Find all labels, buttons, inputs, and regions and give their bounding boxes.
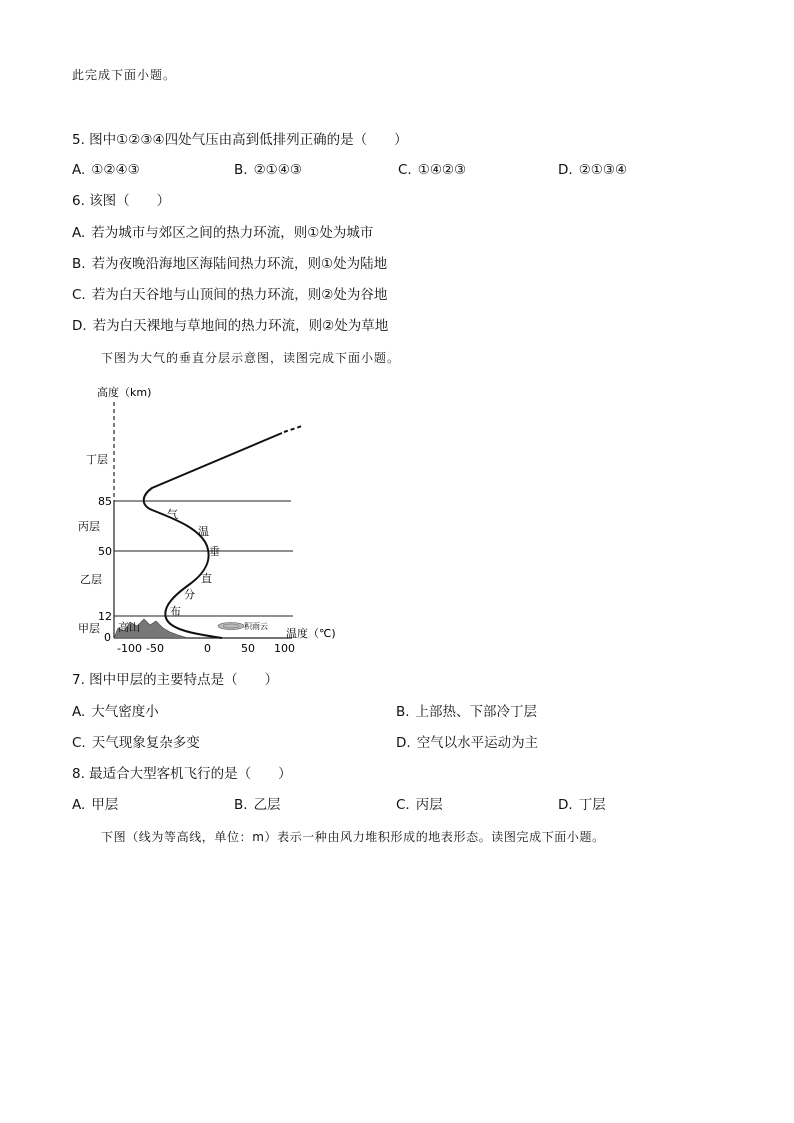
question-7-stem: 7. 图中甲层的主要特点是（ ） [72,672,279,688]
question-5-stem: 5. 图中①②③④四处气压由高到低排列正确的是（ ） [72,132,408,148]
option-text: 丁层 [578,797,606,813]
question-6-option-a[interactable] [72,224,373,242]
x-tick-0: 0 [204,642,211,655]
question-7-option-b[interactable] [396,703,537,721]
atmosphere-layer-diagram [0,370,794,660]
option-key: C. [72,287,86,303]
curve-label-char-5: 分 [184,588,195,601]
option-key: A. [72,797,86,813]
question-5-option-b[interactable] [234,161,302,179]
x-axis-title: 温度（℃) [286,627,336,640]
question-8-option-b[interactable] [234,796,281,814]
option-text: 若为白天谷地与山顶间的热力环流，则②处为谷地 [91,287,388,303]
layer-label-bing: 丙层 [78,520,100,533]
x-tick-50: 50 [241,642,255,655]
curve-label-char-1: 气 [167,508,178,521]
y-tick-50: 50 [98,545,112,558]
option-text: 乙层 [253,797,281,813]
next-intro-text: 下图（线为等高线，单位：m）表示一种由风力堆积形成的地表形态。读图完成下面小题。 [101,830,605,844]
option-text: 若为夜晚沿海地区海陆间热力环流，则①处为陆地 [91,256,388,272]
question-6-option-b[interactable] [72,255,387,273]
cloud-label: 积雨云 [244,622,268,631]
option-text: 大气密度小 [91,704,159,720]
option-text: 丙层 [415,797,443,813]
question-6-stem: 6. 该图（ ） [72,193,171,209]
question-8-stem: 8. 最适合大型客机飞行的是（ ） [72,766,292,782]
x-tick-neg50: -50 [146,642,164,655]
option-key: D. [72,318,87,334]
curve-label-char-6: 布 [170,605,181,618]
option-text: 天气现象复杂多变 [91,735,200,751]
option-text: ②①④③ [253,162,302,178]
curve-label-char-4: 直 [201,572,212,585]
option-key: D. [558,797,573,813]
option-text: ①④②③ [417,162,467,178]
layer-label-ding: 丁层 [86,453,108,466]
question-7-option-a[interactable] [72,703,159,721]
question-5-option-c[interactable] [398,161,466,179]
option-text: ②①③④ [578,162,628,178]
layer-label-yi: 乙层 [80,573,102,586]
mountain-label: 高山 [118,621,140,634]
y-axis-title: 高度（km) [97,386,152,399]
option-key: B. [234,162,248,178]
option-text: 甲层 [91,797,119,813]
option-key: A. [72,704,86,720]
option-key: C. [72,735,86,751]
intro-previous-text: 此完成下面小题。 [72,68,177,82]
y-tick-0: 0 [104,631,111,644]
option-key: B. [72,256,86,272]
question-6-option-c[interactable] [72,286,387,304]
option-key: C. [396,797,410,813]
option-key: B. [234,797,248,813]
option-text: 空气以水平运动为主 [416,735,539,751]
x-tick-neg100: -100 [117,642,142,655]
option-key: A. [72,162,86,178]
y-tick-12: 12 [98,610,112,623]
option-text: 上部热、下部冷丁层 [415,704,538,720]
option-text: ①②④③ [91,162,140,178]
question-6-option-d[interactable] [72,317,388,335]
layer-label-jia: 甲层 [78,622,100,635]
option-key: A. [72,225,86,241]
y-tick-85: 85 [98,495,112,508]
temperature-curve-dashed-end [284,426,302,432]
option-key: D. [558,162,573,178]
question-5-option-d[interactable] [558,161,627,179]
question-8-option-c[interactable] [396,796,443,814]
cloud-shape [218,623,244,630]
question-8-option-a[interactable] [72,796,118,814]
option-key: C. [398,162,412,178]
curve-label-char-3: 垂 [209,545,220,558]
question-7-option-c[interactable] [72,734,200,752]
option-key: D. [396,735,411,751]
question-5-option-a[interactable] [72,161,140,179]
question-8-option-d[interactable] [558,796,606,814]
temperature-curve [144,433,282,638]
figure-intro-text: 下图为大气的垂直分层示意图，读图完成下面小题。 [101,351,401,365]
option-text: 若为白天裸地与草地间的热力环流，则②处为草地 [92,318,389,334]
option-text: 若为城市与郊区之间的热力环流，则①处为城市 [91,225,374,241]
question-7-option-d[interactable] [396,734,538,752]
x-tick-100: 100 [274,642,295,655]
curve-label-char-2: 温 [198,525,209,538]
option-key: B. [396,704,410,720]
